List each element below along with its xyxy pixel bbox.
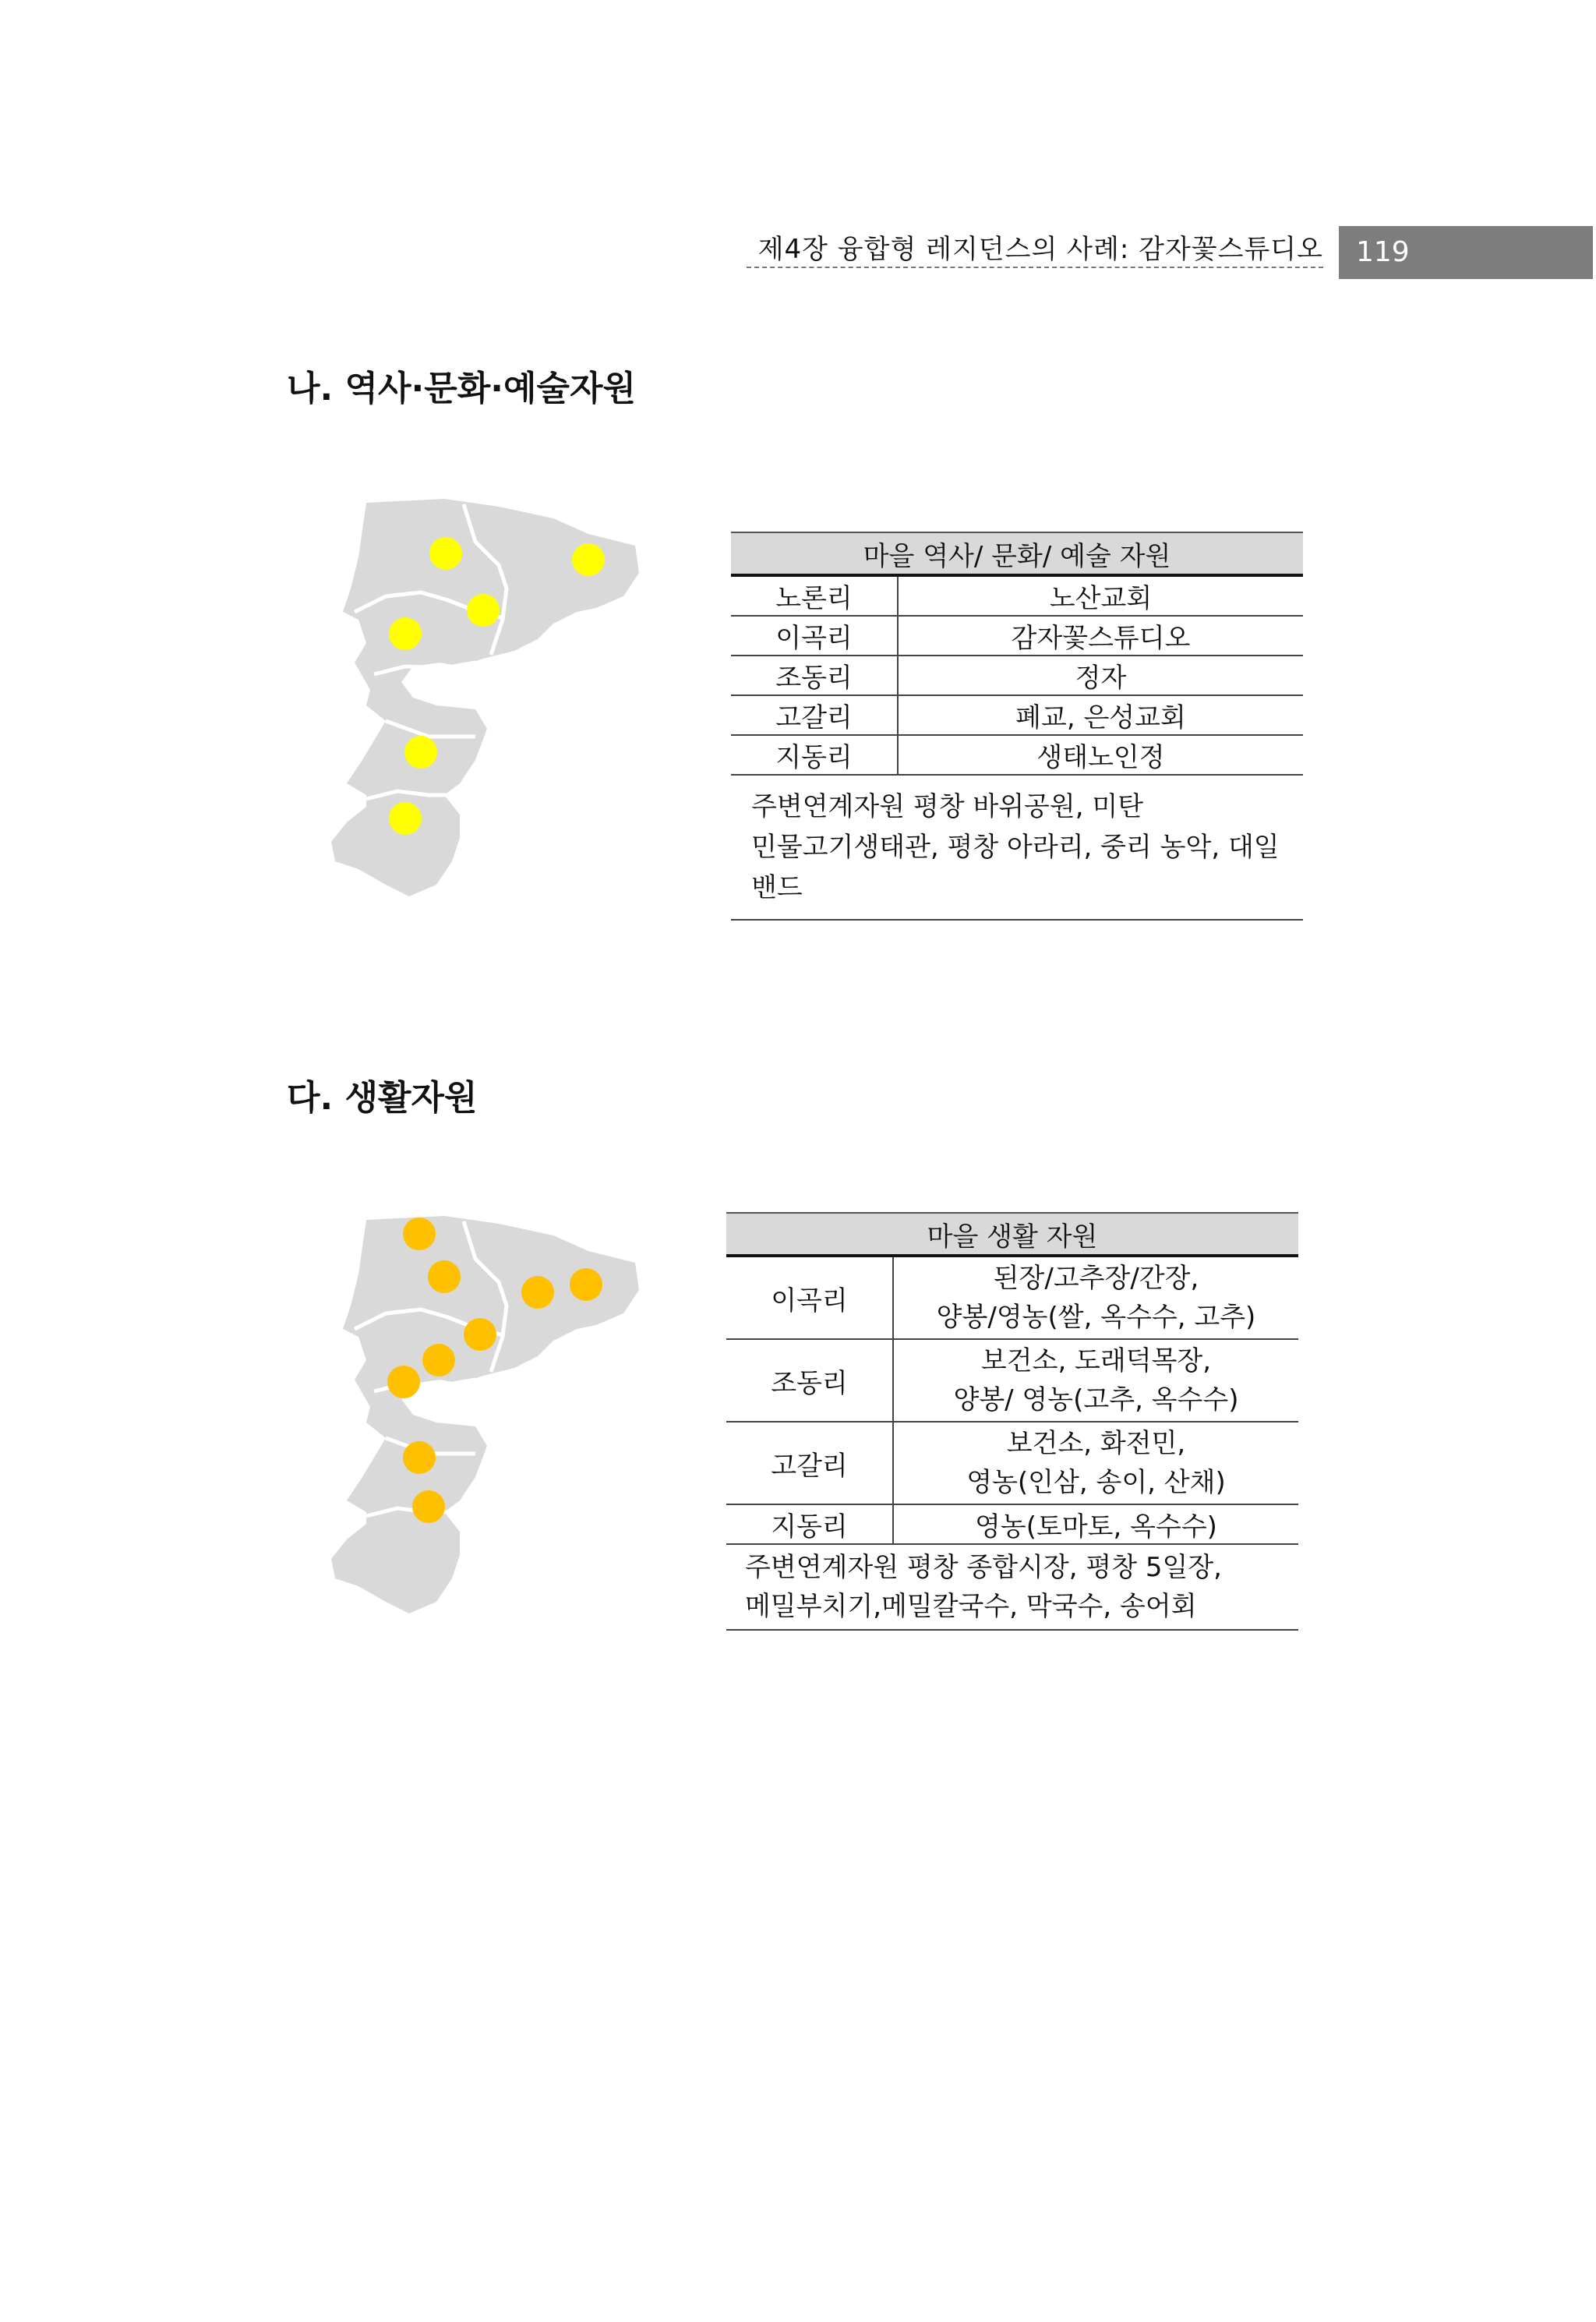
- map-marker: [403, 1441, 436, 1474]
- related-resources-row: [726, 1544, 1298, 1630]
- village-cell: 지동리: [726, 1504, 893, 1544]
- related-resources-cell: [726, 1544, 1298, 1630]
- resource-cell: 영농(토마토, 옥수수): [893, 1504, 1298, 1544]
- map-marker: [389, 802, 422, 835]
- resource-line: 보건소, 도래덕목장,: [980, 1345, 1212, 1377]
- map-marker: [389, 617, 422, 650]
- table-row: [731, 695, 1303, 735]
- village-cell: 지동리: [731, 735, 898, 775]
- village-cell: 고갈리: [731, 695, 898, 735]
- map-marker: [464, 1318, 496, 1351]
- related-resources-line: 민물고기생태관, 평창 아라리, 중리 농악, 대일밴드: [751, 832, 1280, 903]
- table-row: [726, 1504, 1298, 1544]
- resource-line: 된장/고추장/간장,: [993, 1263, 1199, 1294]
- village-map-culture: [320, 495, 647, 900]
- table-title: 마을 생활 자원: [726, 1213, 1298, 1256]
- life-resource-table: [726, 1212, 1298, 1631]
- related-resources-line: 주변연계자원 평창 종합시장, 평창 5일장,: [745, 1552, 1222, 1583]
- resource-cell: [893, 1339, 1298, 1422]
- table-row: [726, 1422, 1298, 1504]
- table-header-row: [726, 1213, 1298, 1256]
- resource-cell: 노산교회: [898, 575, 1303, 616]
- related-resources-cell: [731, 775, 1303, 920]
- resource-line: 양봉/ 영농(고추, 옥수수): [953, 1384, 1239, 1415]
- village-cell: 이곡리: [731, 616, 898, 656]
- map-marker: [467, 594, 500, 627]
- map-marker: [403, 1218, 436, 1250]
- resource-cell: 정자: [898, 656, 1303, 695]
- resource-cell: 생태노인정: [898, 735, 1303, 775]
- resource-cell: [893, 1256, 1298, 1339]
- table-row: [731, 616, 1303, 656]
- related-resources-line: 주변연계자원 평창 바위공원, 미탄: [751, 791, 1144, 822]
- table-row: [726, 1339, 1298, 1422]
- village-cell: 조동리: [726, 1339, 893, 1422]
- village-cell: 이곡리: [726, 1256, 893, 1339]
- header-divider: [747, 267, 1323, 268]
- chapter-title: 제4장 융합형 레지던스의 사례: 감자꽃스튜디오: [757, 234, 1323, 265]
- map-marker: [429, 537, 462, 570]
- map-marker: [404, 736, 437, 769]
- table-header-row: [731, 532, 1303, 575]
- related-resources-row: [731, 775, 1303, 920]
- map-marker: [412, 1490, 445, 1523]
- map-marker: [570, 1268, 602, 1301]
- resource-line: 보건소, 화전민,: [1006, 1428, 1186, 1459]
- map-marker: [428, 1260, 461, 1293]
- map-marker: [521, 1276, 554, 1309]
- table-title: 마을 역사/ 문화/ 예술 자원: [731, 532, 1303, 575]
- related-resources-line: 메밀부치기,메밀칼국수, 막국수, 송어회: [745, 1591, 1197, 1622]
- map-marker: [422, 1344, 455, 1377]
- village-cell: 고갈리: [726, 1422, 893, 1504]
- resource-line: 양봉/영농(쌀, 옥수수, 고추): [936, 1302, 1256, 1333]
- village-map-life: [320, 1212, 647, 1617]
- resource-line: 영농(인삼, 송이, 산채): [966, 1467, 1226, 1498]
- table-row: [731, 656, 1303, 695]
- table-row: [731, 735, 1303, 775]
- resource-cell: 폐교, 은성교회: [898, 695, 1303, 735]
- table-row: [731, 575, 1303, 616]
- culture-resource-table: [731, 532, 1303, 921]
- section-heading-culture: 나. 역사·문화·예술자원: [287, 369, 636, 408]
- map-marker: [572, 543, 605, 576]
- page-number: 119: [1339, 226, 1593, 279]
- resource-cell: 감자꽃스튜디오: [898, 616, 1303, 656]
- section-heading-life: 다. 생활자원: [287, 1078, 478, 1118]
- resource-cell: [893, 1422, 1298, 1504]
- map-marker: [387, 1366, 420, 1398]
- table-row: [726, 1256, 1298, 1339]
- village-cell: 조동리: [731, 656, 898, 695]
- village-cell: 노론리: [731, 575, 898, 616]
